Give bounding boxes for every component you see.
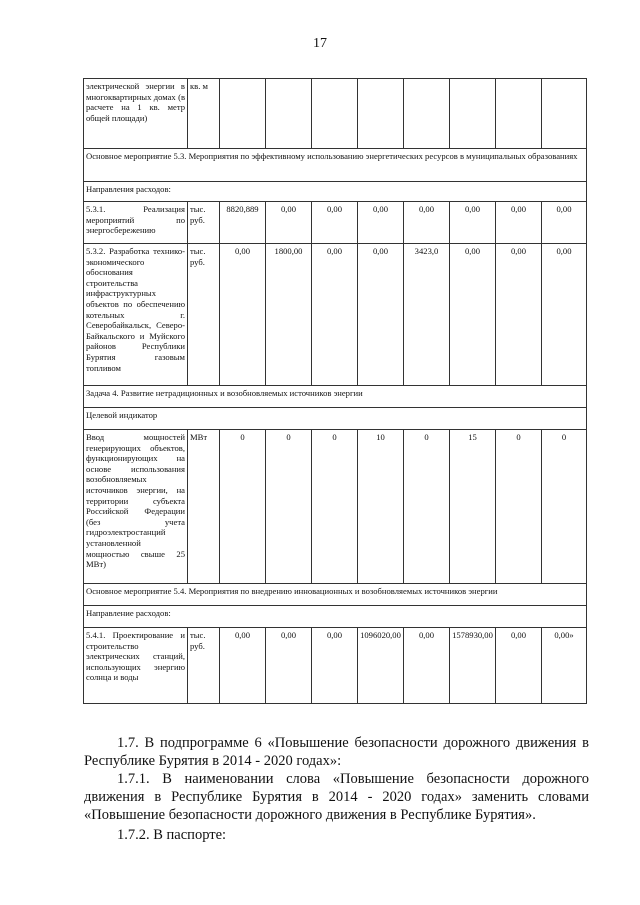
value-cell: 3423,0 — [404, 244, 450, 386]
section-heading: Основное мероприятие 5.3. Мероприятия по эффективному использованию энергетических ресурсов в муниципальных образованиях — [84, 149, 587, 182]
value-cell — [312, 79, 358, 149]
value-cell: 0,00 — [450, 202, 496, 244]
section-heading: Основное мероприятие 5.4. Мероприятия по внедрению инновационных и возобновляемых источников энергии — [84, 584, 587, 606]
program-table — [83, 78, 587, 704]
table-row — [84, 244, 587, 386]
paragraph-1-7: 1.7. В подпрограмме 6 «Повышение безопасности дорожного движения в Республике Бурятия в 2014 - 2020 годах»: — [84, 735, 589, 769]
row-description: Ввод мощностей генерирующих объектов, функционирующих на основе использования возобновляемых источников энергии, на территории субъекта Российской Федерации (без учета гидроэлектростанций установленной мощностью свыше 25 МВт) — [84, 430, 188, 584]
table-row — [84, 202, 587, 244]
value-cell: 0,00 — [542, 202, 587, 244]
paragraph-1-7-1: 1.7.1. В наименовании слова «Повышение безопасности дорожного движения в Республике Бурятия в 2014 - 2020 годах» заменить словами «Повышение безопасности дорожного движения в Республике Бурятия». — [84, 771, 589, 823]
table-row — [84, 430, 587, 584]
table-section-row — [84, 149, 587, 182]
value-cell: 0 — [266, 430, 312, 584]
value-cell: 0,00 — [312, 202, 358, 244]
value-cell — [496, 79, 542, 149]
value-cell: 0 — [542, 430, 587, 584]
table-row — [84, 79, 587, 149]
value-cell: 1800,00 — [266, 244, 312, 386]
value-cell: 8820,889 — [220, 202, 266, 244]
table-section-row — [84, 408, 587, 430]
row-description: 5.3.1. Реализация мероприятий по энергосбережению — [84, 202, 188, 244]
value-cell: 0,00 — [404, 628, 450, 704]
value-cell — [450, 79, 496, 149]
value-cell: 0,00 — [266, 628, 312, 704]
value-cell: 0,00 — [404, 202, 450, 244]
value-cell: 0,00» — [542, 628, 587, 704]
value-cell: 0 — [220, 430, 266, 584]
value-cell: 0 — [312, 430, 358, 584]
value-cell: 0,00 — [496, 244, 542, 386]
value-cell: 0,00 — [450, 244, 496, 386]
value-cell — [542, 79, 587, 149]
page-number: 17 — [313, 36, 327, 51]
table-row — [84, 628, 587, 704]
row-unit: тыс. руб. — [188, 244, 220, 386]
row-description: электрической энергии в многоквартирных домах (в расчете на 1 кв. метр общей площади) — [84, 79, 188, 149]
table-section-row — [84, 584, 587, 606]
row-unit: МВт — [188, 430, 220, 584]
row-description: 5.3.2. Разработка технико-экономического обоснования строительства инфраструктурных объектов по обеспечению котельных г. Северобайкальск, Северо-Байкальского и Муйского районов Республики Бурятия газовым топливом — [84, 244, 188, 386]
value-cell — [358, 79, 404, 149]
row-unit: кв. м — [188, 79, 220, 149]
task-heading: Задача 4. Развитие нетрадиционных и возобновляемых источников энергии — [84, 386, 587, 408]
value-cell — [220, 79, 266, 149]
row-unit: тыс. руб. — [188, 202, 220, 244]
value-cell: 0 — [496, 430, 542, 584]
table-section-row — [84, 182, 587, 202]
value-cell: 0,00 — [496, 202, 542, 244]
value-cell: 0 — [404, 430, 450, 584]
value-cell: 1578930,00 — [450, 628, 496, 704]
paragraph-1-7-2: 1.7.2. В паспорте: — [117, 827, 227, 843]
value-cell: 0,00 — [542, 244, 587, 386]
value-cell: 0,00 — [358, 202, 404, 244]
value-cell: 0,00 — [496, 628, 542, 704]
value-cell: 0,00 — [312, 628, 358, 704]
value-cell: 0,00 — [220, 244, 266, 386]
value-cell: 15 — [450, 430, 496, 584]
row-unit: тыс. руб. — [188, 628, 220, 704]
row-description: 5.4.1. Проектирование и строительство электрических станций, использующих энергию солнца и воды — [84, 628, 188, 704]
expenses-heading: Направление расходов: — [84, 606, 587, 628]
value-cell: 1096020,00 — [358, 628, 404, 704]
value-cell — [404, 79, 450, 149]
value-cell: 0,00 — [312, 244, 358, 386]
expenses-heading: Направления расходов: — [84, 182, 587, 202]
table-section-row — [84, 606, 587, 628]
value-cell: 0,00 — [220, 628, 266, 704]
value-cell — [266, 79, 312, 149]
indicator-heading: Целевой индикатор — [84, 408, 587, 430]
value-cell: 0,00 — [266, 202, 312, 244]
value-cell: 10 — [358, 430, 404, 584]
table-section-row — [84, 386, 587, 408]
value-cell: 0,00 — [358, 244, 404, 386]
